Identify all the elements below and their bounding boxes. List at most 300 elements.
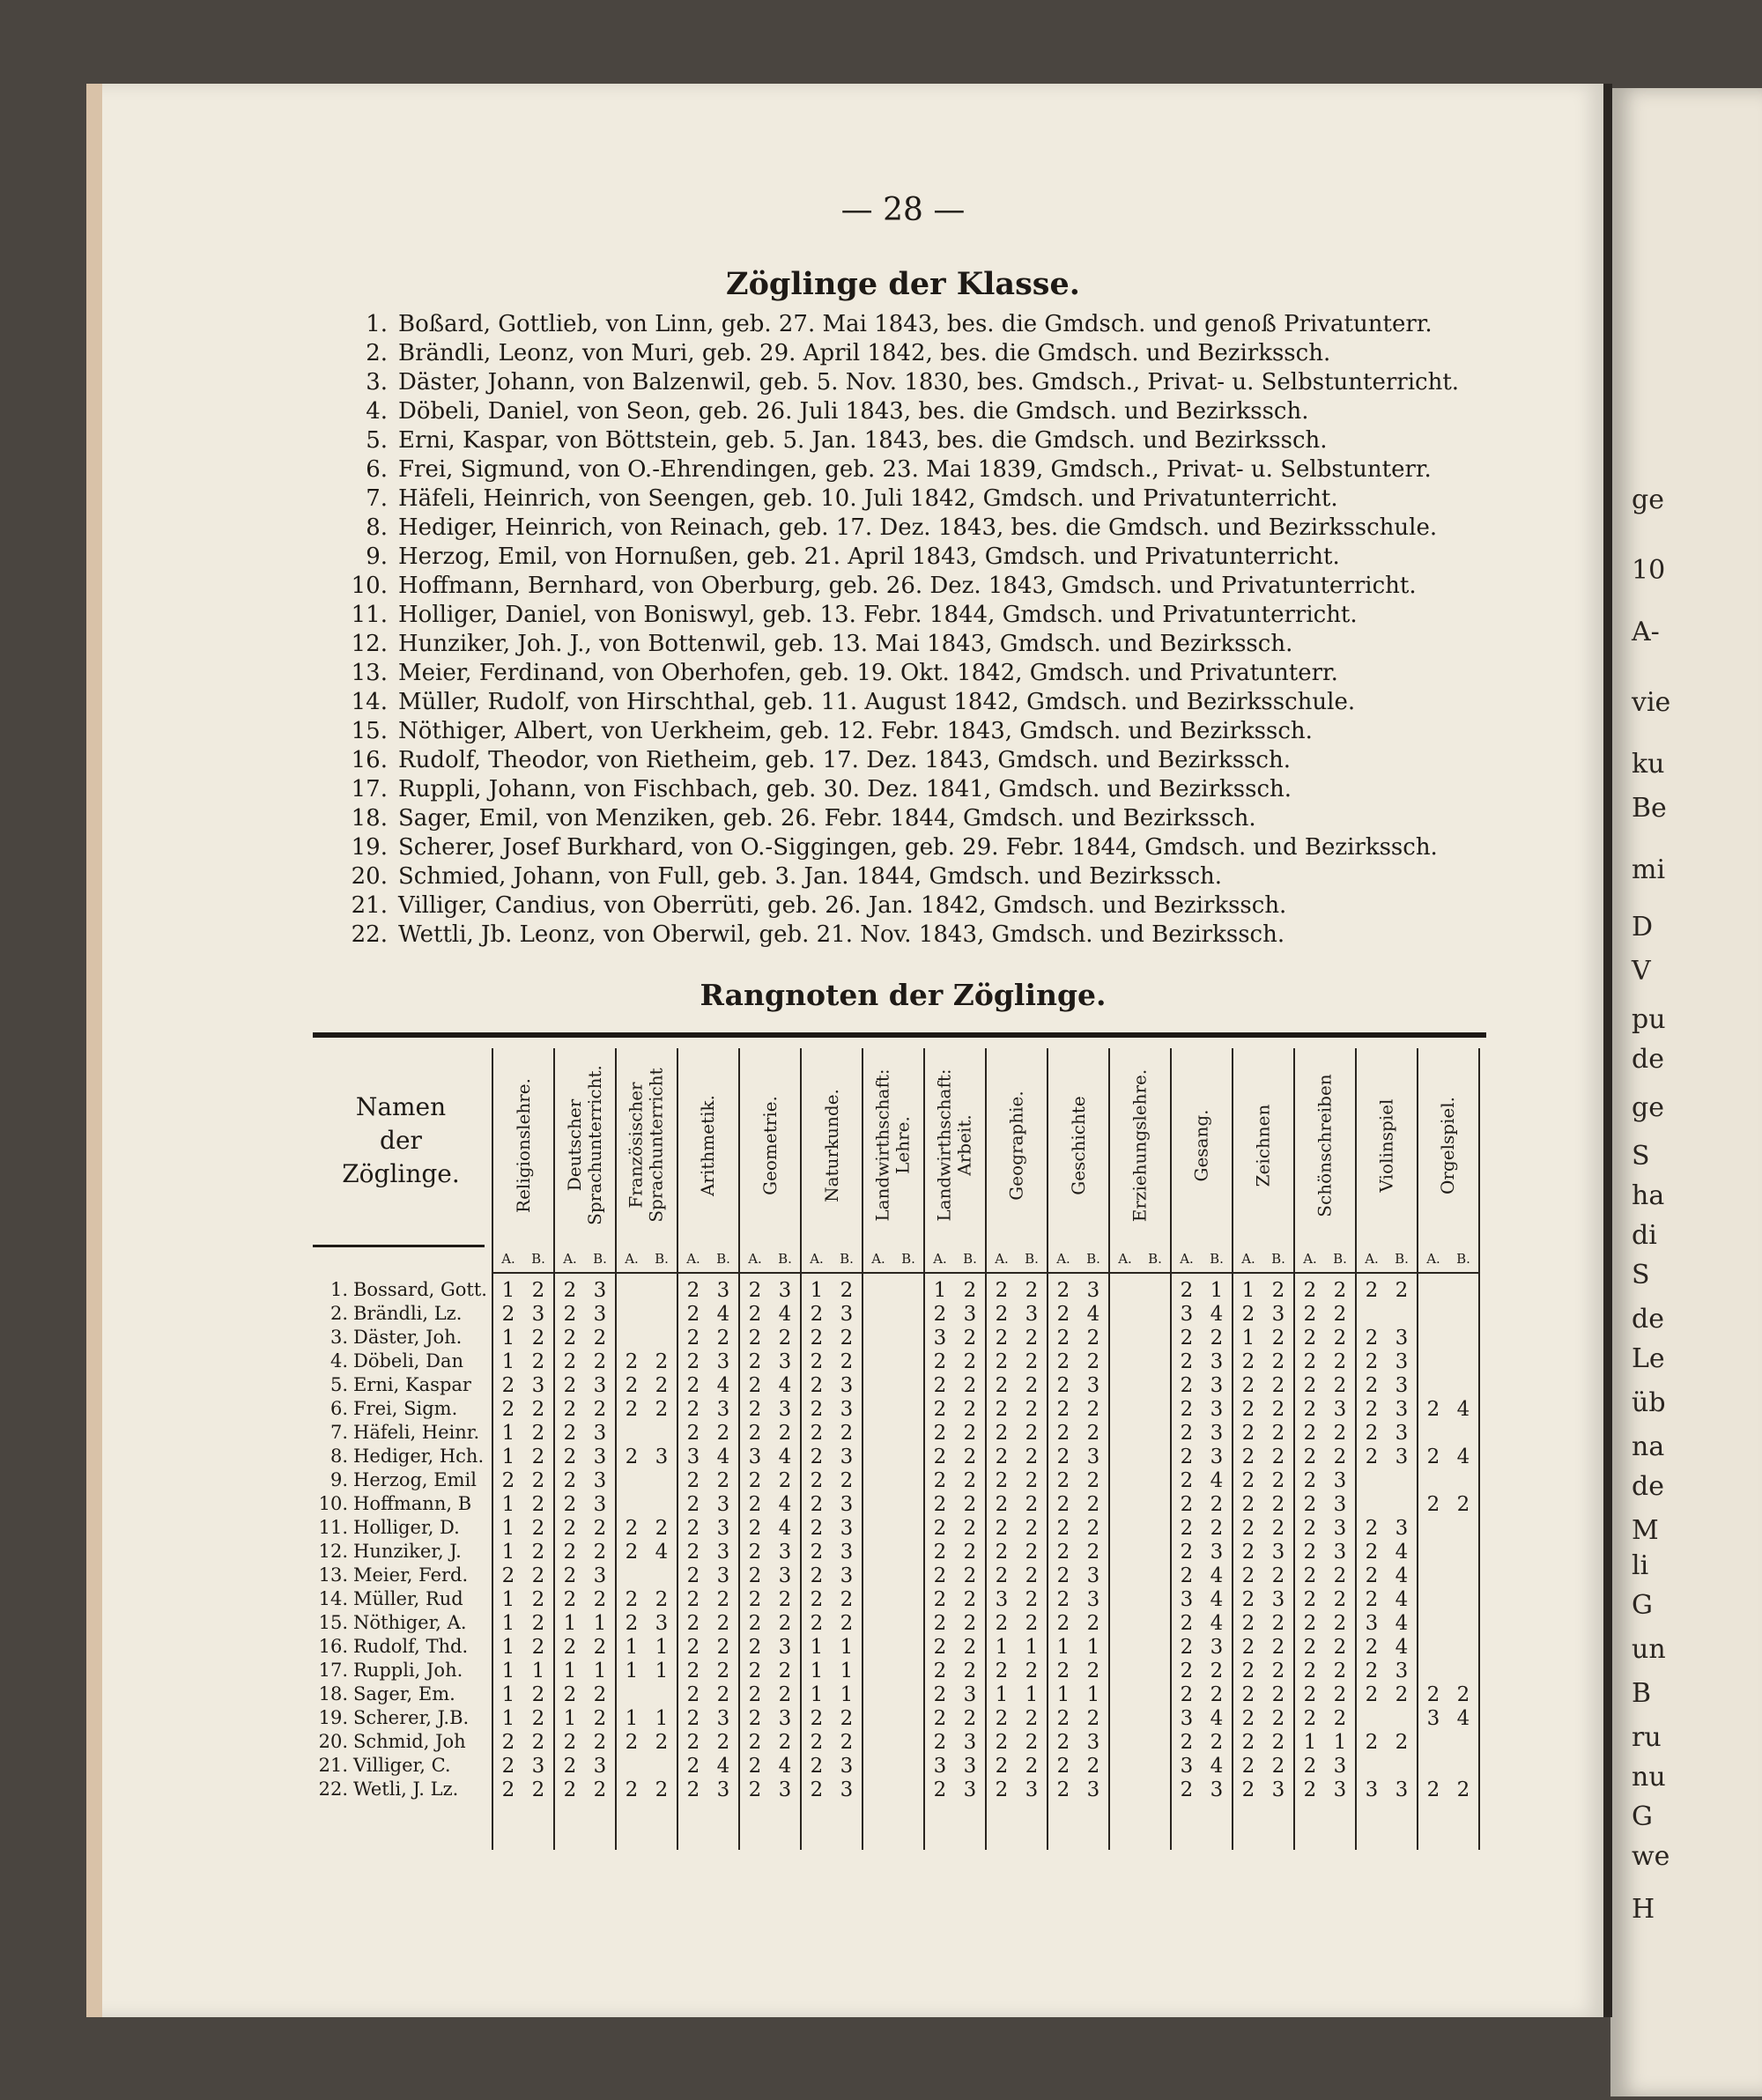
grade-cell: 2: [933, 1469, 947, 1492]
grade-cell: 2: [1333, 1327, 1347, 1349]
student-number: 12.: [351, 631, 388, 657]
grade-cell: 1: [840, 1636, 854, 1659]
student-number: 21.: [351, 892, 388, 919]
subject-label: Schönschreiben: [1314, 1073, 1336, 1217]
grade-cell: 3: [655, 1612, 669, 1635]
grade-cell: 3: [1271, 1541, 1285, 1564]
grade-cell: 2: [840, 1469, 854, 1492]
column-b-label: B.: [593, 1251, 607, 1267]
grade-cell: 2: [686, 1541, 700, 1564]
column-b-label: B.: [716, 1251, 730, 1267]
column-a-label: A.: [871, 1251, 885, 1267]
student-entry: [335, 891, 1515, 921]
grade-cell: 2: [1056, 1469, 1070, 1492]
grade-cell: 2: [1025, 1469, 1039, 1492]
grade-cell: 3: [1086, 1279, 1100, 1302]
grade-cell: 3: [1086, 1446, 1100, 1468]
grade-cell: 2: [840, 1612, 854, 1635]
grade-cell: 2: [593, 1588, 607, 1611]
column-b-label: B.: [655, 1251, 669, 1267]
grade-cell: 2: [1333, 1683, 1347, 1706]
grade-cell: 2: [778, 1469, 792, 1492]
grade-cell: 2: [531, 1731, 545, 1754]
grade-cell: 2: [1456, 1778, 1470, 1801]
subject-header: [740, 1048, 800, 1242]
grade-row-name: [313, 1303, 489, 1324]
grade-cell: 3: [1210, 1422, 1224, 1445]
grade-cell: 3: [1395, 1327, 1409, 1349]
grade-cell: 2: [995, 1612, 1009, 1635]
grade-cell: 2: [1056, 1707, 1070, 1730]
column-a-label: A.: [933, 1251, 947, 1267]
grade-cell: 4: [778, 1446, 792, 1468]
grade-cell: 2: [1271, 1374, 1285, 1397]
grade-cell: 2: [1365, 1517, 1379, 1540]
grade-cell: 2: [1025, 1541, 1039, 1564]
grade-cell: 2: [748, 1588, 762, 1611]
grade-cell: 2: [995, 1707, 1009, 1730]
grade-cell: 2: [1365, 1327, 1379, 1349]
grade-row-name: [313, 1660, 489, 1681]
student-entry: [335, 775, 1515, 804]
grade-cell: 3: [1395, 1660, 1409, 1682]
student-description: Herzog, Emil, von Hornußen, geb. 21. April 1843, Gmdsch. und Privatunterricht.: [398, 543, 1340, 570]
student-description: Holliger, Daniel, von Boniswyl, geb. 13. Febr. 1844, Gmdsch. und Privatunterricht.: [398, 602, 1358, 628]
table-top-rule: [313, 1032, 1486, 1038]
grade-cell: 2: [963, 1636, 977, 1659]
grade-cell: 2: [1365, 1541, 1379, 1564]
grade-cell: 4: [1210, 1469, 1224, 1492]
grade-cell: 2: [716, 1469, 730, 1492]
grade-cell: 2: [1303, 1517, 1317, 1540]
grade-cell: 2: [1086, 1755, 1100, 1778]
grade-cell: 2: [1271, 1660, 1285, 1682]
grade-cell: 2: [1180, 1564, 1194, 1587]
grade-cell: 3: [778, 1541, 792, 1564]
grade-cell: 2: [1180, 1398, 1194, 1421]
grade-cell: 2: [963, 1398, 977, 1421]
column-b-label: B.: [901, 1251, 915, 1267]
grade-cell: 1: [593, 1660, 607, 1682]
next-page-text: Le: [1632, 1343, 1665, 1374]
grade-cell: 2: [1056, 1541, 1070, 1564]
grade-cell: 3: [593, 1446, 607, 1468]
grade-cell: 2: [748, 1541, 762, 1564]
grade-cell: 3: [1210, 1398, 1224, 1421]
grade-row-number: 14.: [318, 1588, 348, 1609]
student-number: 9.: [366, 543, 388, 570]
grade-cell: 1: [655, 1707, 669, 1730]
grade-row-student: Müller, Rud: [353, 1588, 463, 1609]
grade-cell: 2: [1180, 1493, 1194, 1516]
grade-cell: 2: [1271, 1564, 1285, 1587]
grade-cell: 3: [655, 1446, 669, 1468]
grade-cell: 2: [1241, 1707, 1255, 1730]
student-description: Erni, Kaspar, von Böttstein, geb. 5. Jan. 1843, bes. die Gmdsch. und Bezirkssch.: [398, 427, 1328, 454]
grade-cell: 2: [655, 1374, 669, 1397]
student-entry: [335, 426, 1515, 455]
grade-cell: 2: [1365, 1683, 1379, 1706]
grade-cell: 2: [625, 1588, 639, 1611]
grade-cell: 4: [778, 1493, 792, 1516]
student-number: 16.: [351, 747, 388, 773]
grade-cell: 1: [1086, 1636, 1100, 1659]
grade-cell: 2: [1086, 1541, 1100, 1564]
names-header-line: Namen: [355, 1092, 447, 1121]
grade-cell: 2: [655, 1517, 669, 1540]
next-page-text: Be: [1632, 793, 1667, 824]
subject-label: Violinspiel: [1375, 1098, 1397, 1192]
grade-cell: 3: [840, 1303, 854, 1326]
grade-cell: 1: [1025, 1683, 1039, 1706]
subject-header: [493, 1048, 553, 1242]
grade-cell: 2: [1303, 1683, 1317, 1706]
grade-cell: 2: [748, 1612, 762, 1635]
grade-cell: 3: [1086, 1778, 1100, 1801]
grade-cell: 2: [933, 1778, 947, 1801]
grade-cell: 1: [655, 1636, 669, 1659]
grade-cell: 2: [778, 1683, 792, 1706]
grade-cell: 2: [1365, 1446, 1379, 1468]
grade-cell: 2: [563, 1374, 577, 1397]
grade-cell: 2: [1303, 1350, 1317, 1373]
grade-cell: 2: [1241, 1731, 1255, 1754]
ab-header-rule: [493, 1272, 1480, 1274]
grade-row-name: [313, 1755, 489, 1776]
grade-cell: 2: [1241, 1398, 1255, 1421]
grade-cell: 2: [1426, 1398, 1440, 1421]
grade-cell: 2: [531, 1564, 545, 1587]
grade-cell: 3: [1210, 1350, 1224, 1373]
grade-cell: 2: [625, 1374, 639, 1397]
grade-cell: 2: [563, 1517, 577, 1540]
grade-row-number: 21.: [318, 1755, 348, 1776]
grade-cell: 4: [655, 1541, 669, 1564]
grade-cell: 3: [1395, 1374, 1409, 1397]
grade-cell: 2: [963, 1493, 977, 1516]
student-entry: [335, 601, 1515, 630]
grade-cell: 2: [1241, 1683, 1255, 1706]
grade-cell: 1: [625, 1636, 639, 1659]
subject-header: [1110, 1048, 1170, 1242]
grade-cell: 3: [1333, 1398, 1347, 1421]
grade-cell: 2: [748, 1778, 762, 1801]
grade-cell: 2: [1241, 1636, 1255, 1659]
grade-cell: 3: [1395, 1517, 1409, 1540]
grade-cell: 2: [501, 1755, 515, 1778]
grade-cell: 2: [1426, 1778, 1440, 1801]
grade-cell: 2: [1086, 1422, 1100, 1445]
grade-cell: 2: [1271, 1469, 1285, 1492]
grade-cell: 3: [963, 1778, 977, 1801]
grade-cell: 2: [1303, 1422, 1317, 1445]
grade-cell: 2: [1025, 1564, 1039, 1587]
grade-cell: 1: [501, 1279, 515, 1302]
grade-cell: 2: [1303, 1778, 1317, 1801]
grade-cell: 2: [625, 1517, 639, 1540]
grade-cell: 2: [716, 1588, 730, 1611]
grade-cell: 2: [563, 1350, 577, 1373]
grade-cell: 2: [748, 1660, 762, 1682]
column-a-label: A.: [686, 1251, 700, 1267]
student-number: 8.: [366, 514, 388, 541]
grade-cell: 2: [625, 1446, 639, 1468]
grade-row-name: [313, 1517, 489, 1538]
grade-row-number: 20.: [318, 1731, 348, 1752]
grade-cell: 2: [1426, 1446, 1440, 1468]
grade-cell: 2: [933, 1350, 947, 1373]
subject-header: [555, 1048, 615, 1242]
grade-cell: 2: [810, 1398, 824, 1421]
grade-cell: 2: [840, 1350, 854, 1373]
grade-row-student: Rudolf, Thd.: [353, 1636, 469, 1657]
grade-cell: 2: [810, 1303, 824, 1326]
grade-cell: 3: [593, 1469, 607, 1492]
grade-cell: 2: [655, 1350, 669, 1373]
grade-row-student: Scherer, J.B.: [353, 1707, 470, 1728]
grade-cell: 2: [625, 1350, 639, 1373]
subject-label: Geschichte: [1067, 1095, 1089, 1195]
grade-cell: 2: [686, 1422, 700, 1445]
grade-cell: 2: [748, 1398, 762, 1421]
next-page-text: ge: [1632, 1092, 1664, 1123]
grade-cell: 2: [995, 1564, 1009, 1587]
grade-cell: 3: [531, 1755, 545, 1778]
grade-cell: 1: [810, 1683, 824, 1706]
next-page-text: mi: [1632, 854, 1666, 885]
subject-label: Orgelspiel.: [1437, 1096, 1459, 1194]
grade-cell: 4: [1395, 1636, 1409, 1659]
grade-cell: 2: [1271, 1755, 1285, 1778]
grade-cell: 2: [1210, 1327, 1224, 1349]
grade-row-student: Brändli, Lz.: [353, 1303, 463, 1324]
student-number: 4.: [366, 398, 388, 425]
grade-cell: 1: [593, 1612, 607, 1635]
grade-cell: 1: [810, 1660, 824, 1682]
grade-cell: 3: [778, 1636, 792, 1659]
grade-cell: 2: [686, 1778, 700, 1801]
grade-cell: 3: [1180, 1588, 1194, 1611]
grade-cell: 2: [810, 1731, 824, 1754]
grade-row-student: Döbeli, Dan: [353, 1350, 464, 1372]
grade-cell: 1: [810, 1636, 824, 1659]
grade-cell: 2: [1241, 1422, 1255, 1445]
grade-cell: 2: [563, 1636, 577, 1659]
grade-cell: 2: [563, 1446, 577, 1468]
grade-cell: 2: [963, 1707, 977, 1730]
grade-row-student: Hediger, Hch.: [353, 1446, 485, 1467]
grade-cell: 2: [563, 1778, 577, 1801]
grade-row-number: 6.: [329, 1398, 348, 1419]
grade-cell: 2: [686, 1493, 700, 1516]
student-number: 22.: [351, 921, 388, 948]
grade-cell: 2: [593, 1731, 607, 1754]
grade-cell: 2: [748, 1564, 762, 1587]
grade-cell: 3: [531, 1374, 545, 1397]
grade-cell: 1: [563, 1612, 577, 1635]
grade-cell: 2: [1025, 1350, 1039, 1373]
next-page-text: 10: [1632, 555, 1666, 586]
grade-cell: 2: [810, 1778, 824, 1801]
grade-cell: 2: [963, 1446, 977, 1468]
next-page-text: pu: [1632, 1004, 1666, 1035]
grade-cell: 3: [840, 1374, 854, 1397]
grade-cell: 3: [1395, 1398, 1409, 1421]
grade-cell: 3: [1333, 1541, 1347, 1564]
grade-cell: 2: [1025, 1755, 1039, 1778]
grade-cell: 2: [1303, 1469, 1317, 1492]
grade-row-name: [313, 1493, 489, 1514]
grade-cell: 1: [501, 1683, 515, 1706]
subject-header: [1172, 1048, 1232, 1242]
column-a-label: A.: [1180, 1251, 1194, 1267]
grade-row-name: [313, 1279, 489, 1300]
grade-cell: 1: [531, 1660, 545, 1682]
grade-cell: 2: [1303, 1327, 1317, 1349]
grade-cell: 2: [1241, 1778, 1255, 1801]
grade-cell: 3: [1426, 1707, 1440, 1730]
subject-label: Religionslehre.: [512, 1077, 534, 1213]
grade-cell: 2: [593, 1683, 607, 1706]
column-b-label: B.: [840, 1251, 854, 1267]
grade-cell: 3: [840, 1541, 854, 1564]
student-entry: [335, 746, 1515, 775]
grade-cell: 1: [1241, 1279, 1255, 1302]
grade-cell: 3: [1395, 1446, 1409, 1468]
grade-cell: 2: [778, 1588, 792, 1611]
next-page-text: li: [1632, 1550, 1649, 1581]
grade-cell: 3: [1210, 1636, 1224, 1659]
grade-cell: 3: [1086, 1374, 1100, 1397]
next-page-text: S: [1632, 1141, 1650, 1172]
next-page-text: ru: [1632, 1722, 1662, 1753]
next-page-text: nu: [1632, 1762, 1666, 1793]
student-entry: [335, 339, 1515, 368]
subject-label: Geographie.: [1005, 1090, 1027, 1201]
grade-row-student: Meier, Ferd.: [353, 1564, 469, 1586]
grade-cell: 2: [933, 1683, 947, 1706]
grade-cell: 2: [933, 1398, 947, 1421]
grade-cell: 3: [593, 1564, 607, 1587]
grade-cell: 2: [1271, 1731, 1285, 1754]
grade-cell: 2: [1086, 1660, 1100, 1682]
grade-cell: 2: [995, 1493, 1009, 1516]
grade-cell: 3: [1395, 1350, 1409, 1373]
grade-cell: 1: [810, 1279, 824, 1302]
page-number: — 28 —: [840, 192, 966, 228]
grade-cell: 1: [625, 1660, 639, 1682]
grade-cell: 2: [840, 1731, 854, 1754]
grade-cell: 4: [1086, 1303, 1100, 1326]
grades-heading: Rangnoten der Zöglinge.: [700, 978, 1107, 1012]
next-page-text: G: [1632, 1590, 1653, 1621]
grade-cell: 2: [1025, 1374, 1039, 1397]
grade-cell: 2: [1271, 1612, 1285, 1635]
subject-header: [925, 1048, 985, 1242]
grade-cell: 2: [748, 1707, 762, 1730]
column-rule: [1478, 1048, 1480, 1850]
student-number: 19.: [351, 834, 388, 861]
grade-row-number: 7.: [329, 1422, 348, 1443]
grade-cell: 2: [995, 1541, 1009, 1564]
grade-cell: 2: [1086, 1350, 1100, 1373]
grade-cell: 2: [933, 1660, 947, 1682]
grade-cell: 2: [933, 1564, 947, 1587]
grade-row-student: Hunziker, J.: [353, 1541, 462, 1562]
grade-cell: 2: [716, 1731, 730, 1754]
grade-cell: 2: [625, 1778, 639, 1801]
subject-header: [617, 1048, 677, 1242]
subject-label: Landwirthschaft: Arbeit.: [934, 1068, 975, 1222]
grade-cell: 2: [1056, 1517, 1070, 1540]
grade-cell: 2: [1180, 1731, 1194, 1754]
column-a-label: A.: [563, 1251, 577, 1267]
grade-cell: 2: [1025, 1517, 1039, 1540]
grade-cell: 3: [1210, 1374, 1224, 1397]
grade-cell: 2: [748, 1350, 762, 1373]
grade-cell: 2: [963, 1350, 977, 1373]
grade-cell: 1: [501, 1707, 515, 1730]
student-entry: [335, 862, 1515, 891]
student-number: 6.: [366, 456, 388, 483]
grade-row-student: Wetli, J. Lz.: [353, 1778, 459, 1800]
student-number: 20.: [351, 863, 388, 890]
next-page-text: A-: [1632, 617, 1660, 647]
grade-cell: 2: [1180, 1469, 1194, 1492]
grade-cell: 2: [686, 1279, 700, 1302]
grade-cell: 2: [810, 1541, 824, 1564]
grade-cell: 2: [840, 1327, 854, 1349]
grade-cell: 2: [1395, 1683, 1409, 1706]
grade-cell: 2: [716, 1636, 730, 1659]
grade-cell: 4: [1456, 1707, 1470, 1730]
student-entry: [335, 310, 1515, 339]
grade-cell: 2: [531, 1469, 545, 1492]
grade-cell: 1: [625, 1707, 639, 1730]
grade-cell: 3: [1180, 1707, 1194, 1730]
next-page-text: na: [1632, 1431, 1665, 1462]
grade-cell: 1: [1056, 1683, 1070, 1706]
grade-cell: 2: [748, 1683, 762, 1706]
grade-cell: 2: [531, 1588, 545, 1611]
grade-cell: 2: [933, 1588, 947, 1611]
grade-cell: 2: [748, 1279, 762, 1302]
grade-cell: 3: [593, 1755, 607, 1778]
grade-cell: 2: [1086, 1469, 1100, 1492]
grade-row-name: [313, 1350, 489, 1372]
grade-cell: 2: [748, 1517, 762, 1540]
grade-cell: 2: [810, 1327, 824, 1349]
student-description: Rudolf, Theodor, von Rietheim, geb. 17. Dez. 1843, Gmdsch. und Bezirkssch.: [398, 747, 1291, 773]
column-b-label: B.: [1086, 1251, 1100, 1267]
grade-cell: 2: [1025, 1660, 1039, 1682]
grade-row-student: Bossard, Gott.: [353, 1279, 487, 1300]
names-header-line: Zöglinge.: [342, 1159, 460, 1188]
grade-cell: 2: [748, 1755, 762, 1778]
grade-cell: 2: [840, 1707, 854, 1730]
grade-cell: 1: [1086, 1683, 1100, 1706]
grade-cell: 2: [686, 1327, 700, 1349]
student-number: 11.: [351, 602, 388, 628]
grade-cell: 3: [1333, 1755, 1347, 1778]
grade-cell: 2: [1303, 1660, 1317, 1682]
grade-cell: 2: [1303, 1446, 1317, 1468]
grade-cell: 2: [963, 1541, 977, 1564]
grade-cell: 2: [810, 1493, 824, 1516]
grade-cell: 4: [1395, 1612, 1409, 1635]
grade-cell: 2: [748, 1469, 762, 1492]
grade-cell: 2: [531, 1707, 545, 1730]
